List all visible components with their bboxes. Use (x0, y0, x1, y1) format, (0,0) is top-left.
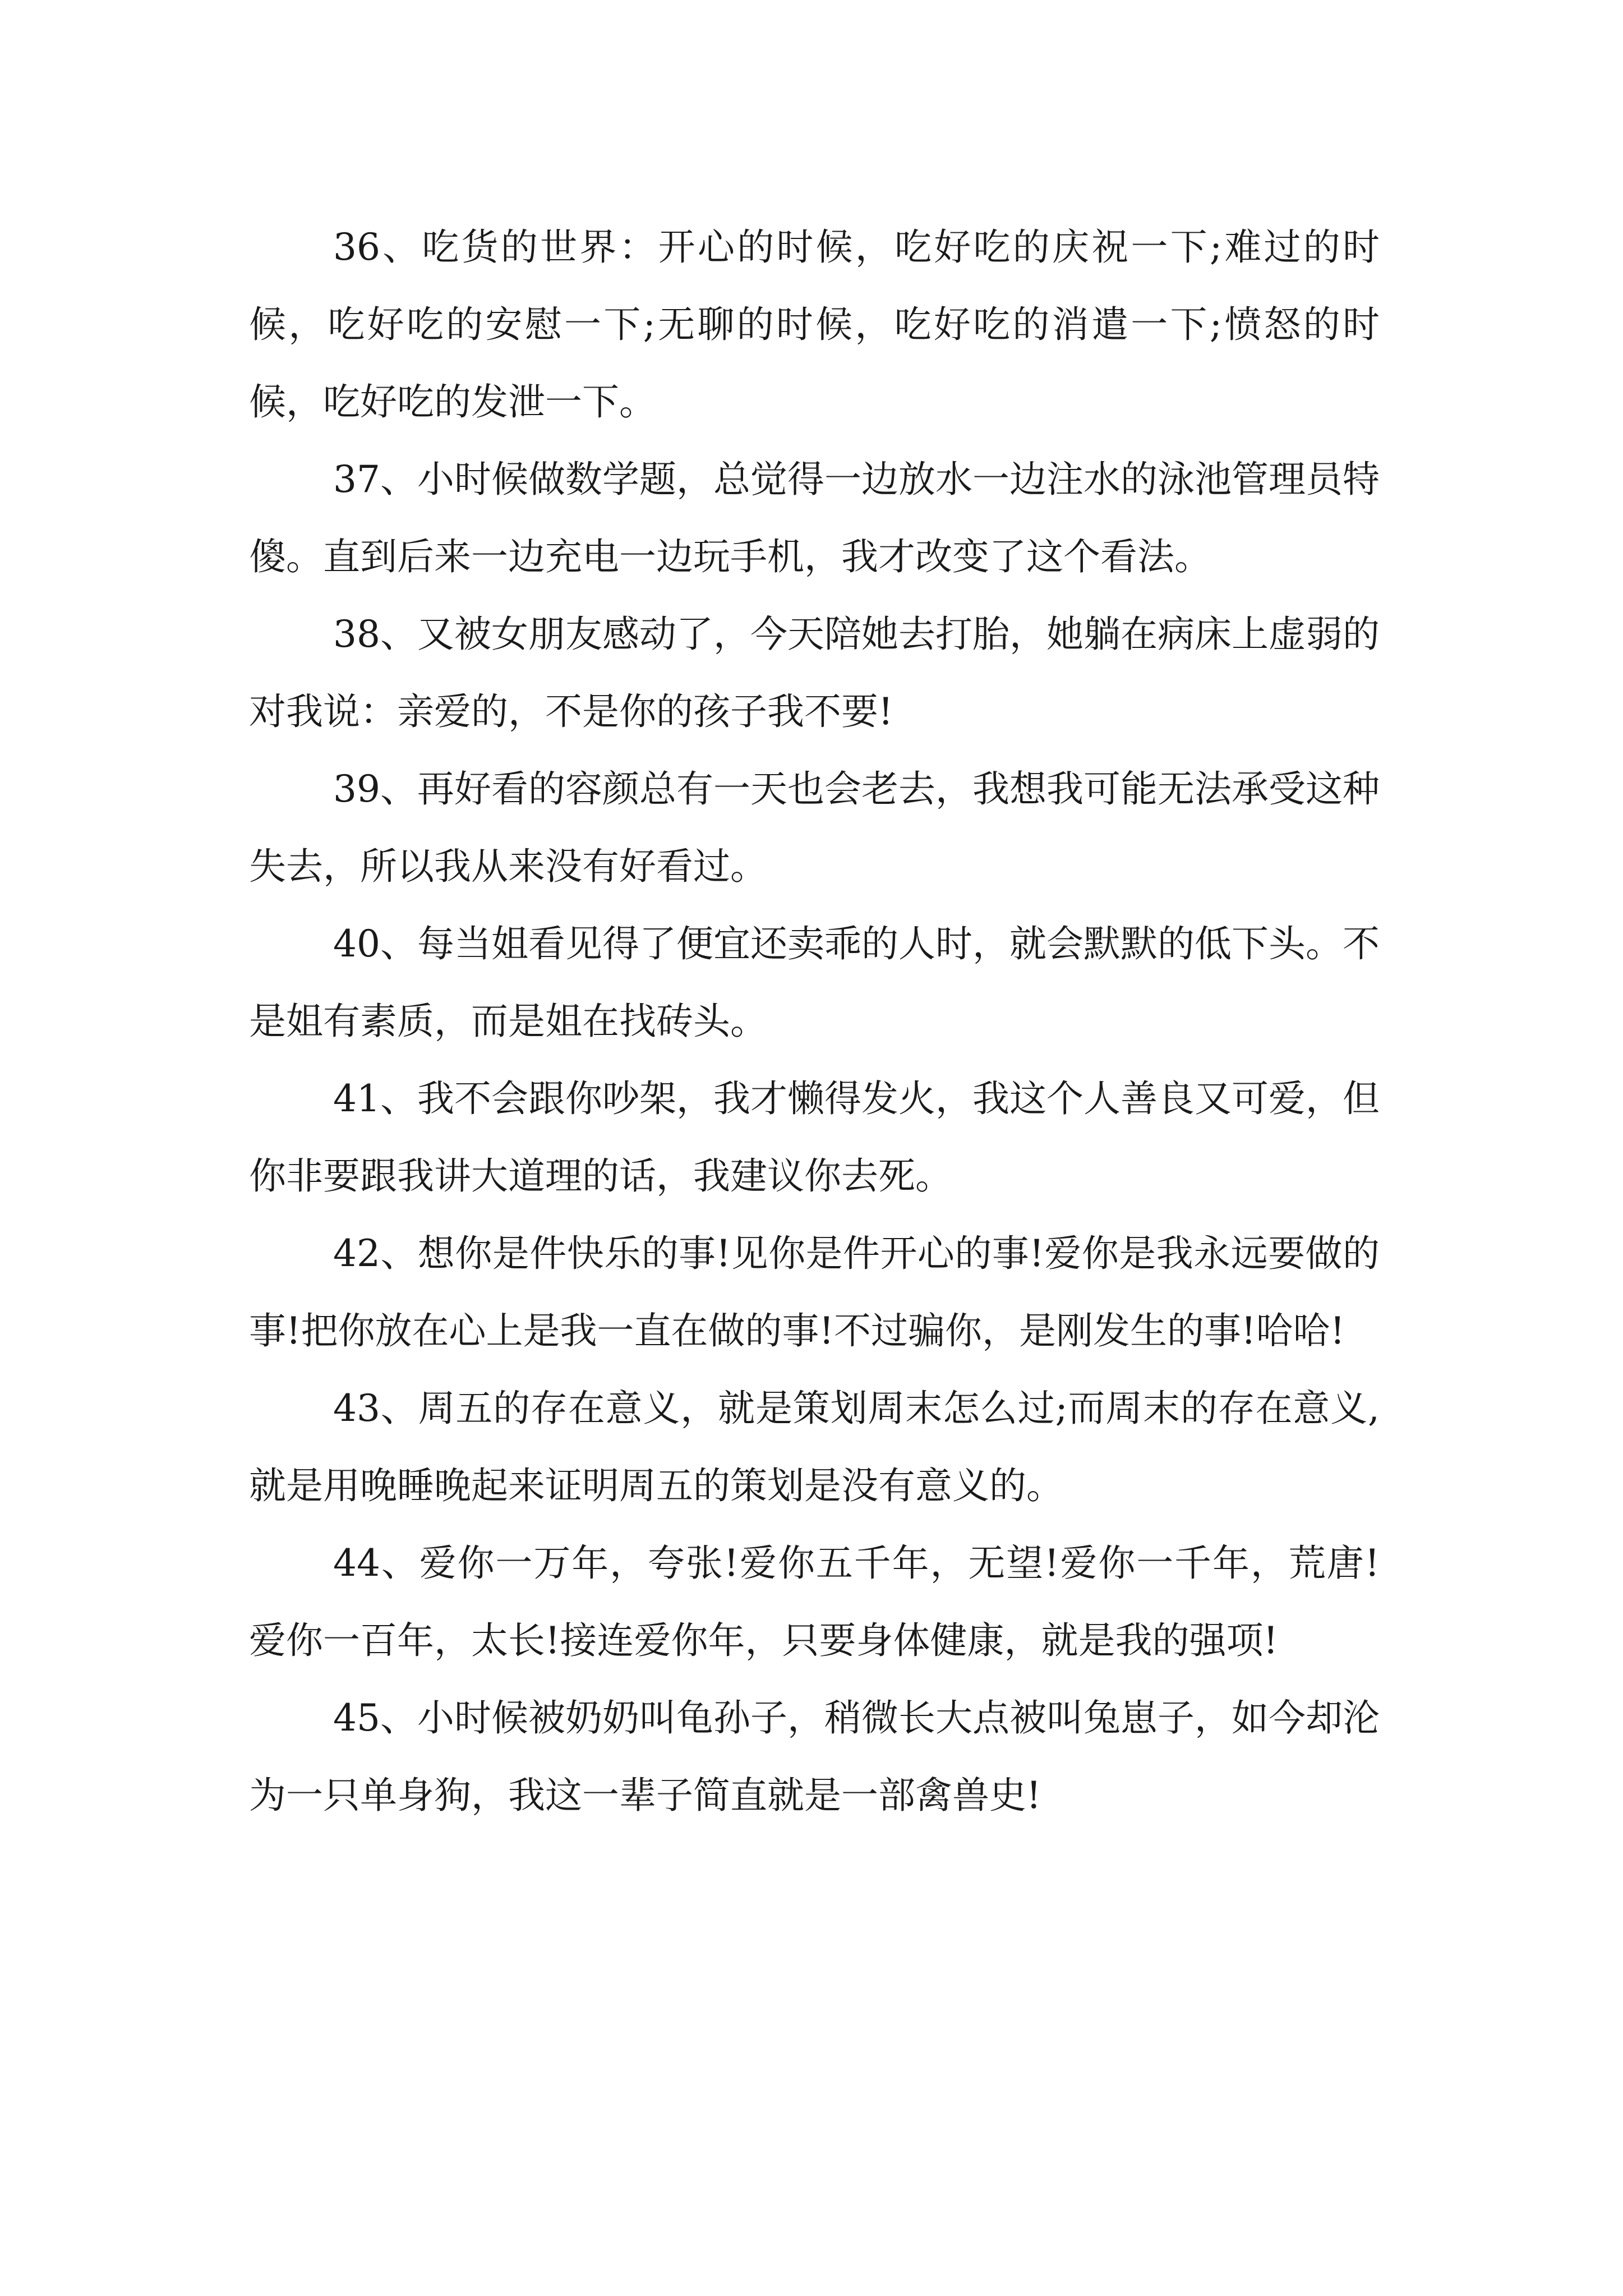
paragraph-41: 41、我不会跟你吵架，我才懒得发火，我这个人善良又可爱，但你非要跟我讲大道理的话，我建议你去死。 (249, 1077, 1380, 1198)
paragraph-36: 36、吃货的世界：开心的时候，吃好吃的庆祝一下;难过的时候，吃好吃的安慰一下;无聊的时候，吃好吃的消遣一下;愤怒的时候，吃好吃的发泄一下。 (249, 226, 1380, 424)
paragraph-39: 39、再好看的容颜总有一天也会老去，我想我可能无法承受这种失去，所以我从来没有好看过。 (249, 767, 1380, 888)
paragraph-45: 45、小时候被奶奶叫龟孙子，稍微长大点被叫兔崽子，如今却沦为一只单身狗，我这一辈子简直就是一部禽兽史! (249, 1696, 1380, 1817)
paragraph-37: 37、小时候做数学题，总觉得一边放水一边注水的泳池管理员特傻。直到后来一边充电一边玩手机，我才改变了这个看法。 (249, 458, 1380, 578)
paragraph-42: 42、想你是件快乐的事!见你是件开心的事!爱你是我永远要做的事!把你放在心上是我一直在做的事!不过骗你，是刚发生的事!哈哈! (249, 1232, 1380, 1352)
paragraph-38: 38、又被女朋友感动了，今天陪她去打胎，她躺在病床上虚弱的对我说：亲爱的，不是你的孩子我不要! (249, 613, 1380, 733)
document-body (249, 209, 1380, 1834)
paragraph-44: 44、爱你一万年，夸张!爱你五千年，无望!爱你一千年，荒唐!爱你一百年，太长!接连爱你年，只要身体健康，就是我的强项! (249, 1542, 1380, 1662)
paragraph-40: 40、每当姐看见得了便宜还卖乖的人时，就会默默的低下头。不是姐有素质，而是姐在找砖头。 (249, 922, 1380, 1043)
paragraph-43: 43、周五的存在意义，就是策划周末怎么过;而周末的存在意义,就是用晚睡晚起来证明周五的策划是没有意义的。 (249, 1387, 1380, 1507)
